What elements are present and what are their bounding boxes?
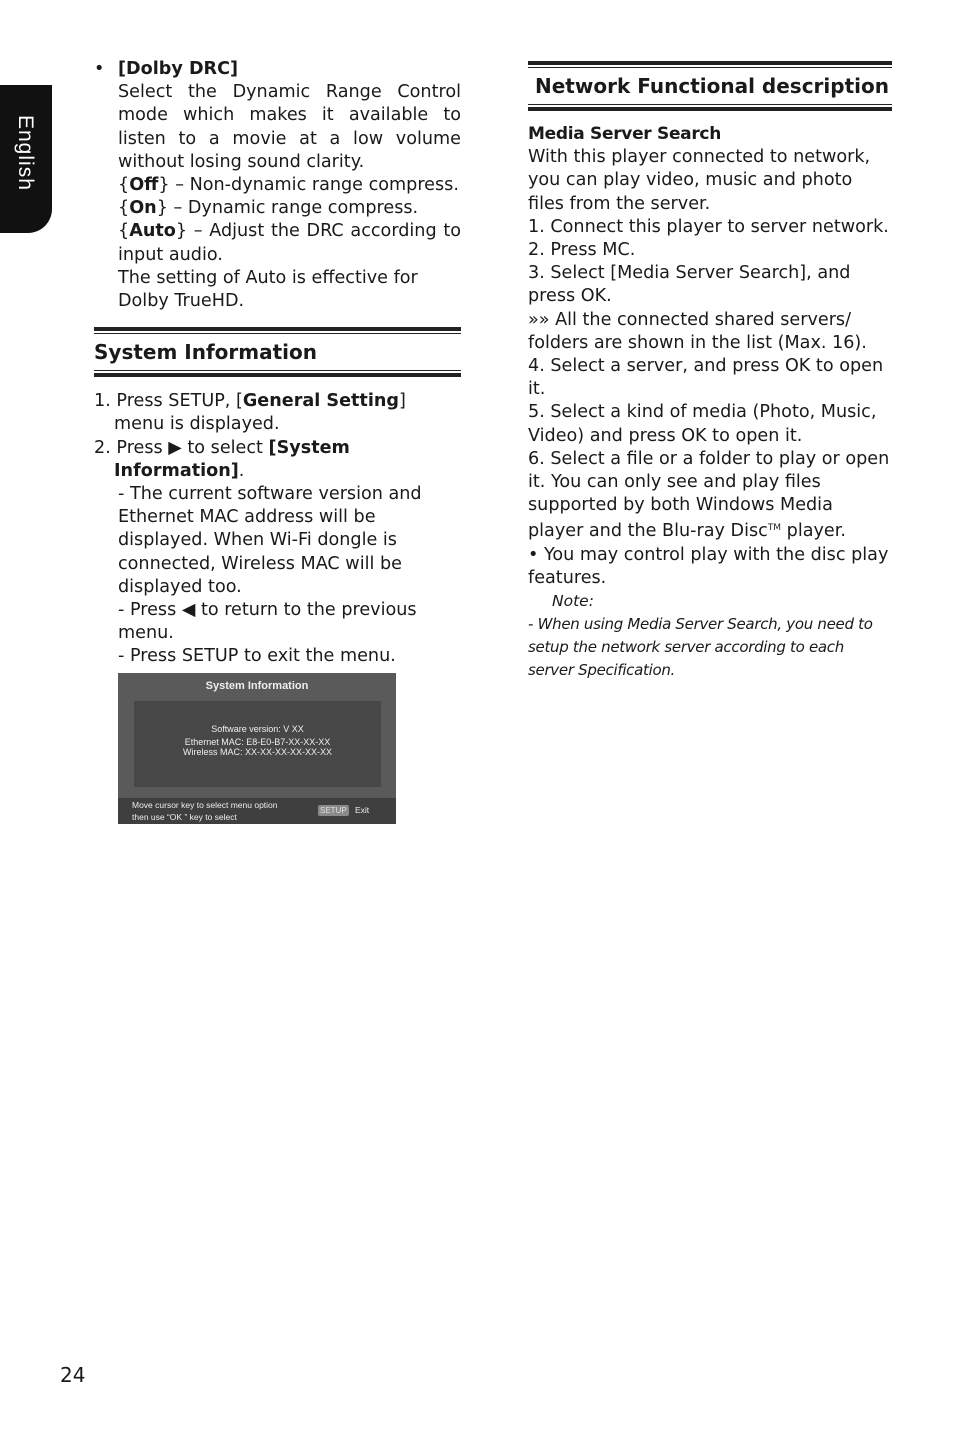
step-2-detail-a: - The current software version and Ethernet MAC address will be displayed. When Wi-Fi dongle is connected, Wireless MAC will be displayed too. [118, 484, 422, 597]
auto-note: The setting of Auto is effective for Dolby TrueHD. [118, 267, 418, 312]
system-information-header [94, 327, 461, 377]
media-server-search-section [528, 123, 892, 590]
option-auto-text: – Adjust the DRC according to input audio. [118, 221, 461, 265]
step-1-text-pre: Press SETUP, [ [116, 391, 243, 412]
right-column [528, 58, 892, 682]
dolby-drc-description: Select the Dynamic Range Control mode which makes it available to listen to a movie at a low volume without losing sound clarity. [118, 82, 461, 172]
media-server-search-heading: Media Server Search [528, 124, 722, 144]
option-auto-key: Auto [129, 221, 176, 242]
option-off-key: Off [129, 175, 159, 196]
media-step-4: 4. Select a server, and press OK to open it. [528, 356, 884, 400]
step-2-text-post: . [238, 460, 245, 481]
dolby-drc-item [94, 58, 461, 313]
media-step-6-end: player. [781, 521, 846, 542]
step-2-detail-b: - Press ◀ to return to the previous menu. [118, 600, 417, 644]
media-step-3-result: »» All the connected shared servers/ folders are shown in the list (Max. 16). [528, 309, 867, 353]
screen-footer [118, 798, 396, 824]
network-functional-header [528, 61, 892, 111]
step-1-number: 1. [94, 391, 111, 412]
media-step-3: 3. Select [Media Server Search], and press OK. [528, 263, 851, 307]
screen-info-panel [134, 701, 381, 787]
network-functional-heading: Network Functional description [535, 74, 889, 98]
step-1 [94, 390, 461, 436]
note-text: - When using Media Server Search, you need to setup the network server according to each server Specification. [528, 615, 873, 680]
wireless-mac: Wireless MAC: XX-XX-XX-XX-XX-XX [182, 746, 333, 757]
play-control-bullet: • You may control play with the disc play features. [528, 544, 889, 588]
step-1-text-post: ] menu is displayed. [114, 391, 406, 435]
option-on-key: On [129, 198, 157, 219]
media-step-6-text: 6. Select a file or a folder to play or open it. You can only see and play files supported by both Windows Media player and the Blu-ray Disc [528, 448, 890, 542]
system-information-screenshot [118, 673, 396, 824]
bullet-icon: • [94, 59, 105, 79]
option-on: {On} – Dynamic range compress. [118, 198, 419, 219]
step-2-detail-c: - Press SETUP to exit the menu. [118, 646, 396, 667]
option-auto: {Auto} – Adjust the DRC according to input audio. [118, 221, 461, 265]
media-step-6 [528, 448, 892, 544]
exit-label: Exit [355, 804, 370, 815]
media-step-1: 1. Connect this player to server network. [528, 216, 889, 237]
dolby-drc-title: [Dolby DRC] [118, 59, 239, 79]
step-2-bold: [System Information] [114, 437, 350, 481]
note-label: Note: [552, 592, 594, 611]
screen-hint-line-2: then use “OK ” key to select [132, 811, 237, 822]
language-label: English [14, 115, 37, 191]
screen-hint [132, 799, 278, 823]
media-step-5: 5. Select a kind of media (Photo, Music, Video) and press OK to open it. [528, 402, 877, 446]
trademark-mark: TM [767, 523, 782, 534]
option-on-text: – Dynamic range compress. [173, 198, 419, 219]
system-information-heading: System Information [94, 340, 317, 365]
left-column [94, 58, 461, 824]
software-version: Software version: V XX [211, 723, 304, 734]
step-2-text-pre: Press ▶ to select [116, 437, 269, 458]
ethernet-mac: Ethernet MAC: E8-E0-B7-XX-XX-XX [184, 736, 331, 747]
screen-title: System Information [205, 679, 309, 692]
media-server-intro: With this player connected to network, you can play video, music and photo files from the server. [528, 147, 871, 214]
step-2-number: 2. [94, 437, 111, 458]
media-step-2: 2. Press MC. [528, 240, 636, 261]
language-side-tab [0, 85, 52, 233]
screen-hint-line-1: Move cursor key to select menu option [132, 799, 278, 810]
page-number: 24 [60, 1363, 86, 1387]
system-information-steps [94, 390, 461, 668]
option-off: {Off} – Non-dynamic range compress. [118, 175, 459, 196]
step-1-bold: General Setting [242, 391, 399, 412]
option-off-text: – Non-dynamic range compress. [175, 175, 459, 196]
step-2 [94, 437, 461, 483]
setup-key-badge: SETUP [320, 805, 347, 815]
